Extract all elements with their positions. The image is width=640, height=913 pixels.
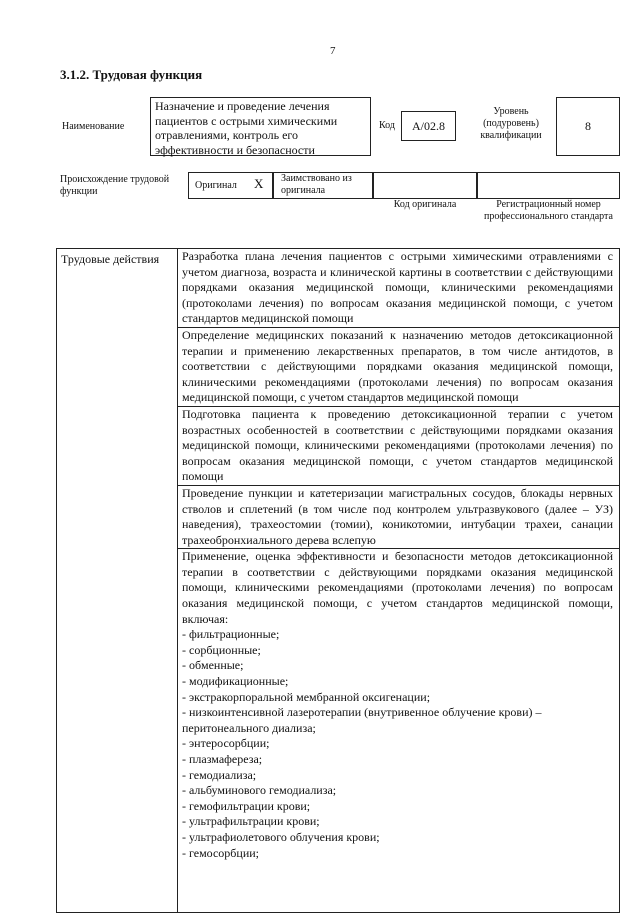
method-bullet: - плазмафереза; (182, 752, 263, 766)
labor-actions-list (178, 249, 619, 912)
action-item-methods (178, 549, 619, 861)
method-bullet: - альбуминового гемодиализа; (182, 783, 337, 798)
method-bullet: - обменные; (182, 658, 244, 673)
code-label: Код (379, 120, 395, 131)
method-bullet: - гемосорбции; (182, 845, 260, 860)
method-bullet: - фильтрационные; (182, 627, 280, 642)
borrowed-label: Заимствовано из оригинала (281, 173, 352, 196)
labor-actions-label: Трудовые действия (57, 249, 178, 912)
qualification-level-value: 8 (585, 119, 591, 133)
method-bullet: - гемофильтрации крови; (182, 798, 311, 813)
code-original-caption: Код оригинала (393, 199, 457, 210)
method-bullet: - низкоинтенсивной лазеротерапии (внутривенное облучение крови) – перитонеального диализа; (182, 705, 542, 735)
labor-actions-table (56, 248, 620, 913)
methods-intro: Применение, оценка эффективности и безопасности методов детоксикационной терапии в соответствии с действующими порядками оказания медицинской помощи, клиническими рекомендациями (протоколами лечения) по вопросам оказания медицинской помощи, с учетом стандартов медицинской помощи, включая: (182, 549, 613, 626)
action-item: Подготовка пациента к проведению детоксикационной терапии с учетом возрастных особенностей в соответствии с действующими порядками оказания медицинской помощи, клиническими рекомендациями (протоколами лечения) по вопросам оказания медицинской помощи, с учетом стандартов медицинской помощи (178, 407, 619, 486)
method-bullet: - энтеросорбции; (182, 736, 270, 751)
qualification-level-label: Уровень (подуровень) квалификации (480, 106, 542, 141)
method-bullet: - гемодиализа; (182, 767, 257, 782)
method-bullet: - модификационные; (182, 674, 289, 689)
code-value: A/02.8 (412, 119, 445, 133)
method-bullet: - сорбционные; (182, 642, 261, 657)
action-item: Определение медицинских показаний к назначению методов детоксикационной терапии и применению лекарственных препаратов, в том числе антидотов, в соответствии с действующими порядками оказания медицинской помощи, клиническими рекомендациями (протоколами лечения) по вопросам оказания медицинской помощи, с учетом стандартов медицинской помощи (178, 328, 619, 407)
code-box (401, 111, 456, 141)
method-bullet: - ультрафиолетового облучения крови; (182, 829, 380, 844)
reg-number-caption: Регистрационный номер профессионального стандарта (484, 199, 613, 222)
name-label: Наименование (62, 121, 125, 132)
section-title: 3.1.2. Трудовая функция (60, 67, 203, 82)
origin-label: Происхождение трудовой функции (60, 174, 170, 197)
original-label: Оригинал (195, 180, 237, 191)
method-bullet: - ультрафильтрации крови; (182, 814, 320, 829)
action-item: Проведение пункции и катетеризации магистральных сосудов, блокады нервных стволов и сплетений (в том числе под контролем ультразвукового (далее – УЗ) наведения), трахеостомии (томии), коникотомии, интубации трахеи, санации трахеобронхиального дерева вслепую (178, 486, 619, 549)
page-number: 7 (330, 45, 336, 57)
action-item: Разработка плана лечения пациентов с острыми химическими отравлениями с учетом диагноза, возраста и клинической картины в соответствии с действующими порядками оказания медицинской помощи, клиническими рекомендациями (протоколами лечения) по вопросам оказания медицинской помощи, с учетом стандартов медицинской помощи (178, 249, 619, 328)
original-checkmark: X (254, 176, 264, 191)
reg-number-cell (477, 172, 620, 199)
function-name-box (150, 97, 371, 156)
function-name-text: Назначение и проведение лечения пациентов с острыми химическими отравлениями, контроль его эффективности и безопасности (155, 99, 338, 157)
qualification-level-box (556, 97, 620, 156)
method-bullet: - экстракорпоральной мембранной оксигенации; (182, 689, 431, 704)
code-original-cell (373, 172, 477, 199)
